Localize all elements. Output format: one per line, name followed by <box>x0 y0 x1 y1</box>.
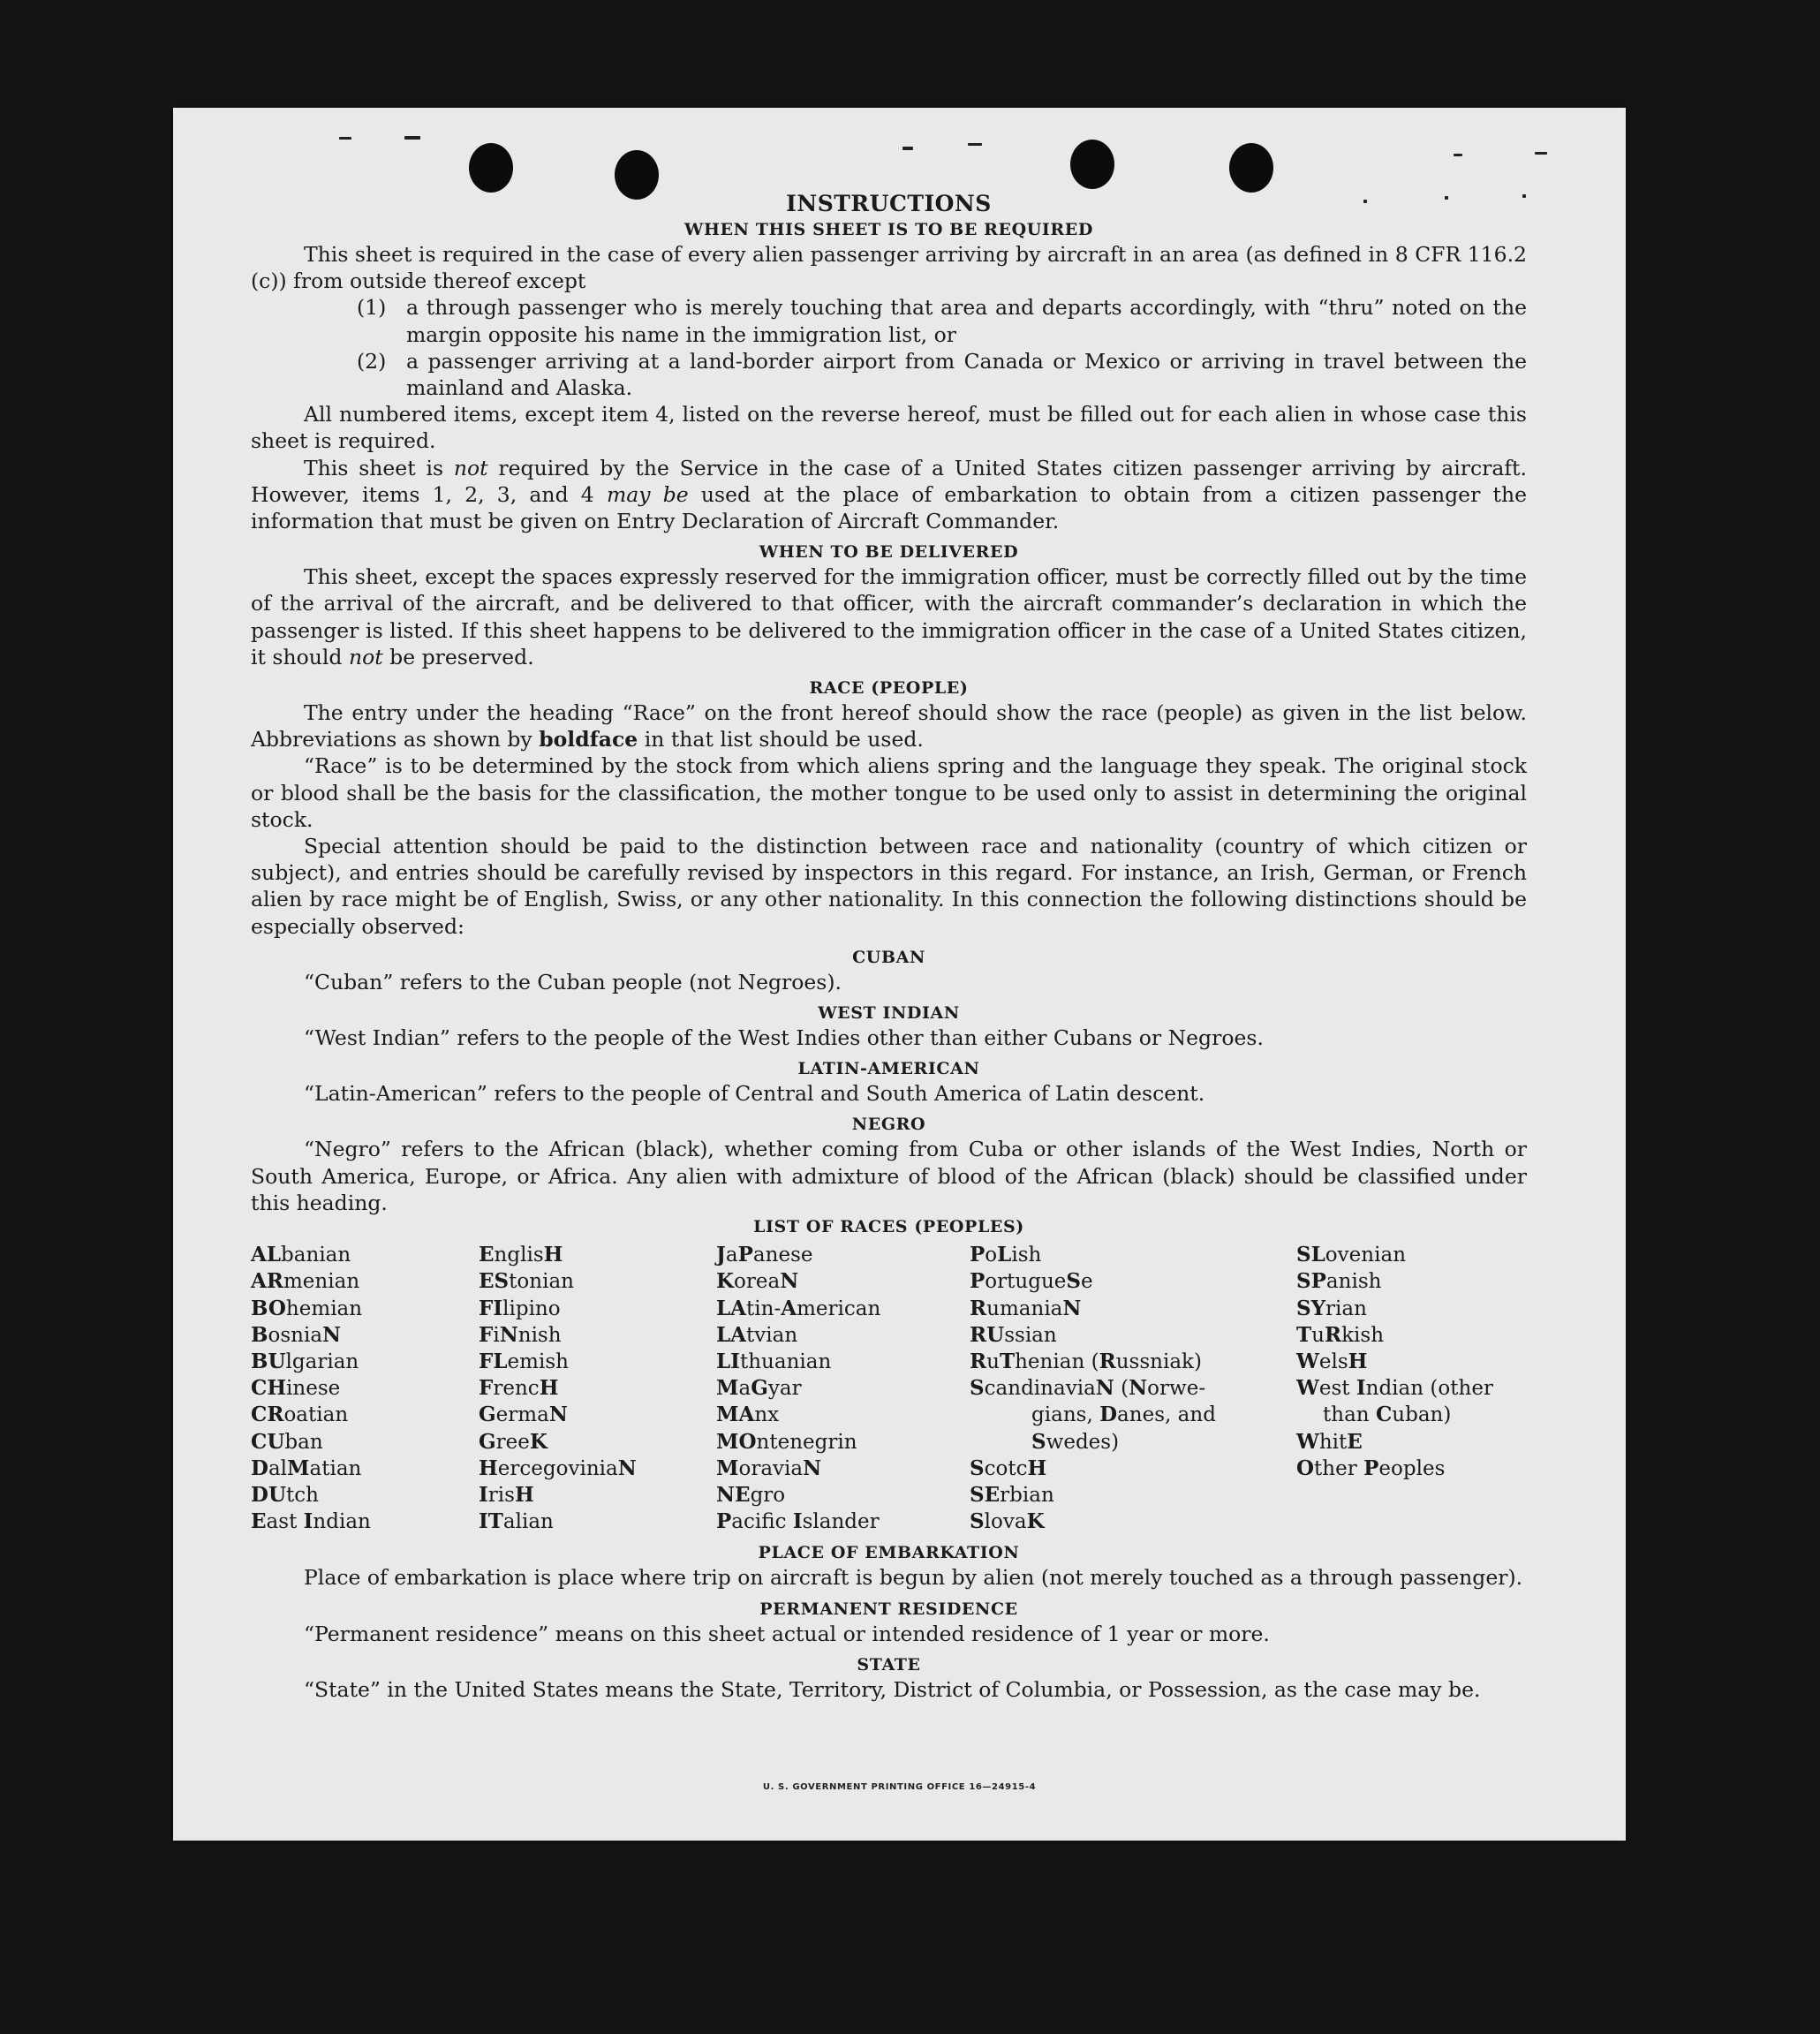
race-entry: DalMatian <box>251 1456 362 1480</box>
item-number: (2) <box>357 348 387 374</box>
race-entry: East Indian <box>251 1509 371 1534</box>
document-page <box>173 108 1626 1841</box>
item-number: (1) <box>357 295 387 321</box>
race-entry: ALbanian <box>251 1243 351 1267</box>
race-entry: SErbian <box>970 1482 1054 1507</box>
race-entry: CUban <box>251 1429 323 1454</box>
race-entry: LAtvian <box>716 1322 798 1347</box>
paragraph-embarkation: Place of embarkation is place where trip on aircraft is begun by alien (not merely touched as a through passenger). <box>304 1565 1523 1591</box>
section-heading-negro: NEGRO <box>851 1115 926 1135</box>
race-entry: MAnx <box>716 1403 780 1427</box>
races-column <box>251 1242 479 1535</box>
instructions-body <box>251 189 1527 1703</box>
race-entry: BOhemian <box>251 1296 363 1320</box>
section-heading-race: RACE (PEOPLE) <box>809 678 969 699</box>
section-heading-permanent-residence: PERMANENT RESIDENCE <box>759 1599 1018 1619</box>
races-list <box>251 1242 1527 1535</box>
paper-speck <box>902 147 913 150</box>
race-entry: BUlgarian <box>251 1349 359 1373</box>
race-entry: EnglisH <box>479 1243 563 1267</box>
page-title: INSTRUCTIONS <box>786 191 992 216</box>
race-entry: West Indian (other <box>1296 1376 1493 1401</box>
race-entry: Swedes) <box>1031 1429 1120 1454</box>
paragraph-intro: This sheet is required in the case of every alien passenger arriving by aircraft in an area (as defined in 8 CFR 116.2 (c)) from outside thereof except <box>251 242 1527 294</box>
race-entry: LAtin-American <box>716 1296 881 1320</box>
race-entry: ARmenian <box>251 1269 360 1294</box>
race-entry: CHinese <box>251 1376 341 1401</box>
section-heading-list-of-races: LIST OF RACES (PEOPLES) <box>753 1217 1024 1237</box>
paper-speck <box>404 136 420 140</box>
race-entry: JaPanese <box>716 1243 813 1267</box>
race-entry: Other Peoples <box>1296 1456 1446 1480</box>
race-entry: FLemish <box>479 1349 569 1373</box>
race-entry: SLovenian <box>1296 1243 1407 1267</box>
races-column <box>970 1242 1296 1535</box>
paper-speck <box>339 137 351 140</box>
printing-office-imprint: U. S. GOVERNMENT PRINTING OFFICE 16—24915-4 <box>762 1782 1037 1792</box>
race-entry: ITalian <box>479 1509 554 1534</box>
race-entry: MoraviaN <box>716 1456 822 1480</box>
section-heading-cuban: CUBAN <box>852 947 925 967</box>
list-item <box>357 294 1527 347</box>
race-entry: LIthuanian <box>716 1349 832 1373</box>
race-entry: IrisH <box>479 1482 534 1507</box>
section-heading-latin-american: LATIN-AMERICAN <box>797 1059 980 1079</box>
paper-speck <box>1535 152 1547 155</box>
race-entry: BosniaN <box>251 1322 342 1347</box>
race-entry: KoreaN <box>716 1269 799 1294</box>
race-entry: HercegoviniaN <box>479 1456 637 1480</box>
section-heading-when-required: WHEN THIS SHEET IS TO BE REQUIRED <box>684 220 1093 239</box>
paper-speck <box>1454 154 1462 156</box>
paragraph-negro: “Negro” refers to the African (black), whether coming from Cuba or other islands of the West Indies, North or South America, Europe, or Africa. Any alien with admixture of blood of the African (black) should be classified under this heading. <box>251 1137 1527 1215</box>
race-entry: EStonian <box>479 1269 574 1294</box>
race-entry: WhitE <box>1296 1429 1363 1454</box>
race-entry: ScandinaviaN (Norwe- <box>970 1376 1206 1401</box>
race-entry: FIlipino <box>479 1296 561 1320</box>
race-entry: RUssian <box>970 1322 1057 1347</box>
race-entry: CRoatian <box>251 1403 349 1427</box>
races-column <box>1296 1242 1526 1535</box>
race-entry: SYrian <box>1296 1296 1367 1320</box>
race-entry: PoLish <box>970 1243 1042 1267</box>
section-heading-state: STATE <box>857 1654 921 1675</box>
race-entry: gians, Danes, and <box>1031 1403 1216 1427</box>
paragraph-citizen: This sheet is not required by the Service in the case of a United States citizen passenger arriving by aircraft. However, items 1, 2, 3, and 4 may be used at the place of embarkation to obtain from a citizen passenger the information that must be given on Entry Declaration of Aircraft Commander. <box>251 455 1527 534</box>
paragraph-delivery: This sheet, except the spaces expressly reserved for the immigration officer, must be correctly filled out by the time of the arrival of the aircraft, and be delivered to that officer, with the aircraft commander’s declaration in which the passenger is listed. If this sheet happens to be delivered to the immigration officer in the case of a United States citizen, it should not be preserved. <box>251 564 1527 669</box>
race-entry: RumaniaN <box>970 1296 1082 1320</box>
section-heading-when-delivered: WHEN TO BE DELIVERED <box>759 542 1019 563</box>
section-heading-west-indian: WEST INDIAN <box>818 1003 960 1024</box>
race-entry: GermaN <box>479 1403 568 1427</box>
races-column <box>716 1242 970 1535</box>
section-heading-embarkation: PLACE OF EMBARKATION <box>758 1543 1020 1563</box>
paragraph-latin-american: “Latin-American” refers to the people of Central and South America of Latin descent. <box>304 1081 1205 1107</box>
paper-speck <box>968 143 982 146</box>
paragraph-cuban: “Cuban” refers to the Cuban people (not Negroes). <box>304 969 842 994</box>
paragraph-west-indian: “West Indian” refers to the people of the West Indies other than either Cubans or Negroes. <box>304 1025 1264 1051</box>
race-entry: SlovaK <box>970 1509 1045 1534</box>
punch-hole <box>1229 143 1273 193</box>
race-entry: WelsH <box>1296 1349 1368 1373</box>
item-text: a through passenger who is merely touching that area and departs accordingly, with “thru” noted on the margin opposite his name in the immigration list, or <box>406 295 1527 347</box>
paragraph-race-entry: The entry under the heading “Race” on the front hereof should show the race (people) as given in the list below. Abbreviations as shown by boldface in that list should be used. <box>251 700 1527 752</box>
paragraph-numbered-items: All numbered items, except item 4, listed on the reverse hereof, must be filled out for each alien in whose case this sheet is required. <box>251 402 1527 454</box>
punch-hole <box>469 143 513 193</box>
race-entry: GreeK <box>479 1429 548 1454</box>
race-entry: FrencH <box>479 1376 559 1401</box>
punch-hole <box>1070 140 1114 189</box>
paragraph-race-nationality: Special attention should be paid to the distinction between race and nationality (country of which citizen or subject), and entries should be carefully revised by inspectors in this regard. For instance, an Irish, German, or French alien by race might be of English, Swiss, or any other nationality. In this connection the following distinctions should be especially observed: <box>251 834 1527 939</box>
race-entry: RuThenian (Russniak) <box>970 1349 1202 1373</box>
race-entry: PortugueSe <box>970 1269 1093 1294</box>
race-entry: ScotcH <box>970 1456 1047 1480</box>
paragraph-permanent-residence: “Permanent residence” means on this sheet actual or intended residence of 1 year or more. <box>304 1621 1270 1646</box>
race-entry: DUtch <box>251 1482 319 1507</box>
race-entry: TuRkish <box>1296 1322 1385 1347</box>
race-entry: FiNnish <box>479 1322 562 1347</box>
race-entry: SPanish <box>1296 1269 1382 1294</box>
race-entry: Pacifc Islander <box>716 1509 880 1534</box>
paragraph-race-stock: “Race” is to be determined by the stock from which aliens spring and the language they speak. The original stock or blood shall be the basis for the classification, the mother tongue to be used only to assist in determining the original stock. <box>251 753 1527 832</box>
item-text: a passenger arriving at a land-border airport from Canada or Mexico or arriving in travel between the mainland and Alaska. <box>406 348 1527 401</box>
list-item <box>357 348 1527 401</box>
races-column <box>479 1242 716 1535</box>
paragraph-state: “State” in the United States means the State, Territory, District of Columbia, or Possession, as the case may be. <box>304 1676 1481 1702</box>
race-entry: than Cuban) <box>1323 1403 1452 1427</box>
race-entry: MaGyar <box>716 1376 802 1401</box>
race-entry: NEgro <box>716 1482 786 1507</box>
race-entry: MOntenegrin <box>716 1429 857 1454</box>
